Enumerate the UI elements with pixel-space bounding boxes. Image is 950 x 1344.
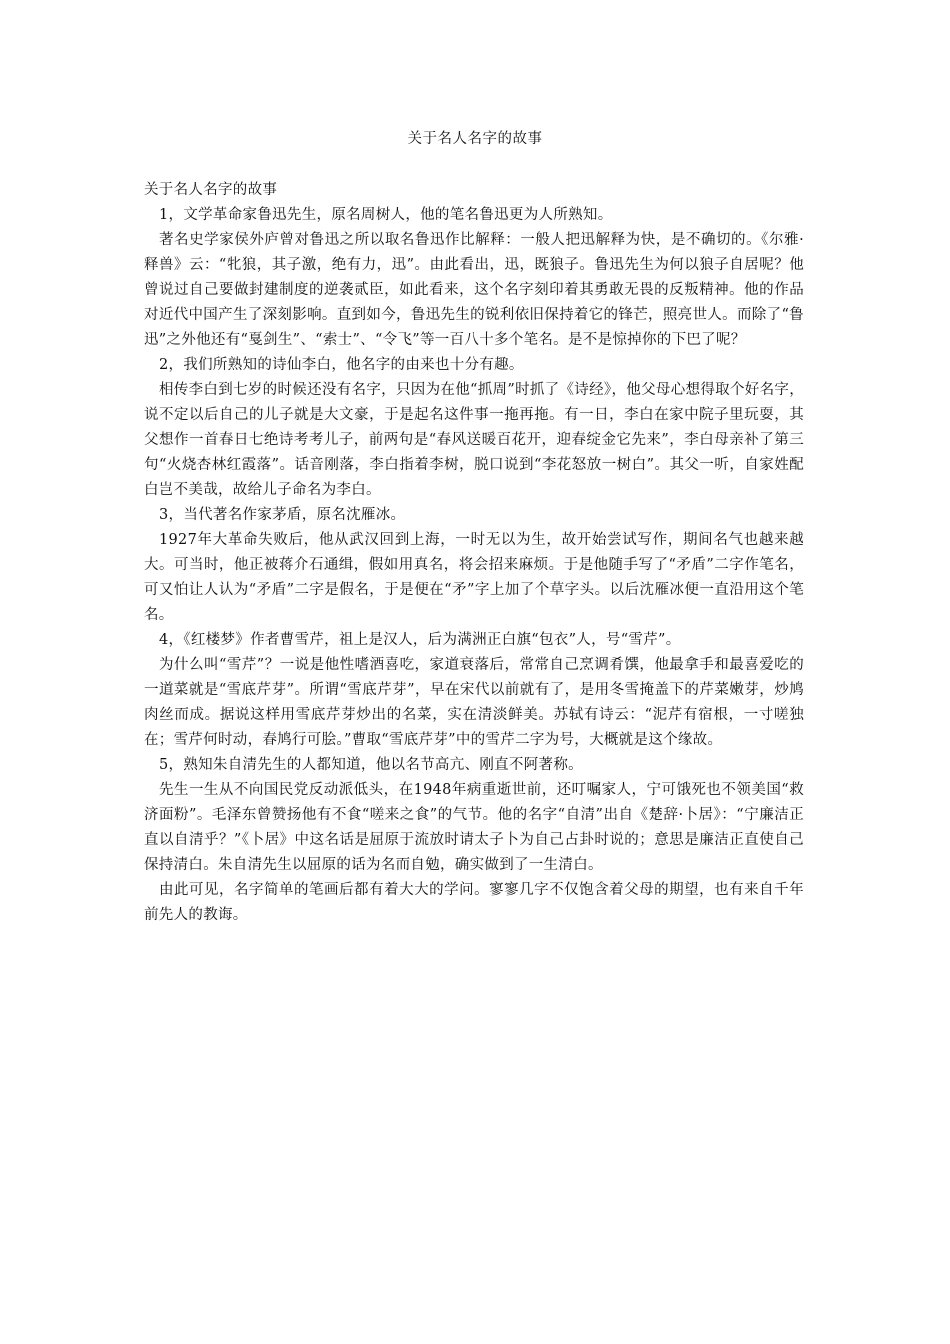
document-heading: 关于名人名字的故事 — [144, 182, 278, 198]
paragraph: 5，熟知朱自清先生的人都知道，他以名节高亢、刚直不阿著称。 — [159, 757, 583, 773]
paragraph: 由此可见，名字简单的笔画后都有着大大的学问。寥寥几字不仅饱含着父母的期望，也有来自千年前先人的教诲。 — [144, 882, 804, 923]
paragraph: 著名史学家侯外庐曾对鲁迅之所以取名鲁迅作比解释：一般人把迅解释为快，是不确切的。《尔雅·释兽》云：“牝狼，其子激，绝有力，迅”。由此看出，迅，既狼子。鲁迅先生为何以狼子自居呢？他曾说过自己要做封建制度的逆袭贰臣，如此看来，这个名字刻印着其勇敢无畏的反叛精神。他的作品对近代中国产生了深刻影响。直到如今，鲁迅先生的锐利依旧保持着它的锋芒，照亮世人。而除了“鲁迅”之外他还有“戛剑生”、“索士”、“令飞”等一百八十多个笔名。是不是惊掉你的下巴了呢？ — [144, 232, 804, 348]
paragraph: 相传李白到七岁的时候还没有名字，只因为在他“抓周”时抓了《诗经》，他父母心想得取个好名字，说不定以后自己的儿子就是大文豪，于是起名这件事一拖再拖。有一日，李白在家中院子里玩耍，其父想作一首春日七绝诗考考儿子，前两句是“春风送暖百花开，迎春绽金它先来”，李白母亲补了第三句“火烧杏林红霞落”。话音刚落，李白指着李树，脱口说到“李花怒放一树白”。其父一听，自家姓配白岂不美哉，故给儿子命名为李白。 — [144, 382, 804, 498]
paragraph: 3，当代著名作家茅盾，原名沈雁冰。 — [159, 507, 406, 523]
document-title: 关于名人名字的故事 — [407, 131, 543, 147]
document-body — [144, 178, 804, 928]
paragraph: 1927年大革命失败后，他从武汉回到上海，一时无以为生，故开始尝试写作，期间名气也越来越大。可当时，他正被蒋介石通缉，假如用真名，将会招来麻烦。于是他随手写了“矛盾”二字作笔名，可又怕让人认为“矛盾”二字是假名，于是便在“矛”字上加了个草字头。以后沈雁冰便一直沿用这个笔名。 — [144, 532, 804, 623]
paragraph: 为什么叫“雪芹”？一说是他性嗜酒喜吃，家道衰落后，常常自己烹调肴馔，他最拿手和最喜爱吃的一道菜就是“雪底芹芽”。所谓“雪底芹芽”，早在宋代以前就有了，是用冬雪掩盖下的芹菜嫩芽，炒鸠肉丝而成。据说这样用雪底芹芽炒出的名菜，实在清淡鲜美。苏轼有诗云：“泥芹有宿根，一寸嗟独在；雪芹何时动，春鸠行可脍。”曹取“雪底芹芽”中的雪芹二字为号，大概就是这个缘故。 — [144, 657, 804, 748]
paragraph: 1，文学革命家鲁迅先生，原名周树人，他的笔名鲁迅更为人所熟知。 — [159, 207, 613, 223]
paragraph: 4，《红楼梦》作者曹雪芹，祖上是汉人，后为满洲正白旗“包衣”人，号“雪芹”。 — [159, 632, 681, 648]
paragraph: 2，我们所熟知的诗仙李白，他名字的由来也十分有趣。 — [159, 357, 524, 373]
paragraph: 先生一生从不向国民党反动派低头，在1948年病重逝世前，还叮嘱家人，宁可饿死也不领美国“救济面粉”。毛泽东曾赞扬他有不食“嗟来之食”的气节。他的名字“自清”出自《楚辞·卜居》：“宁廉洁正直以自清乎？”《卜居》中这名话是屈原于流放时请太子卜为自己占卦时说的；意思是廉洁正直使自己保持清白。朱自清先生以屈原的话为名而自勉，确实做到了一生清白。 — [144, 782, 804, 873]
